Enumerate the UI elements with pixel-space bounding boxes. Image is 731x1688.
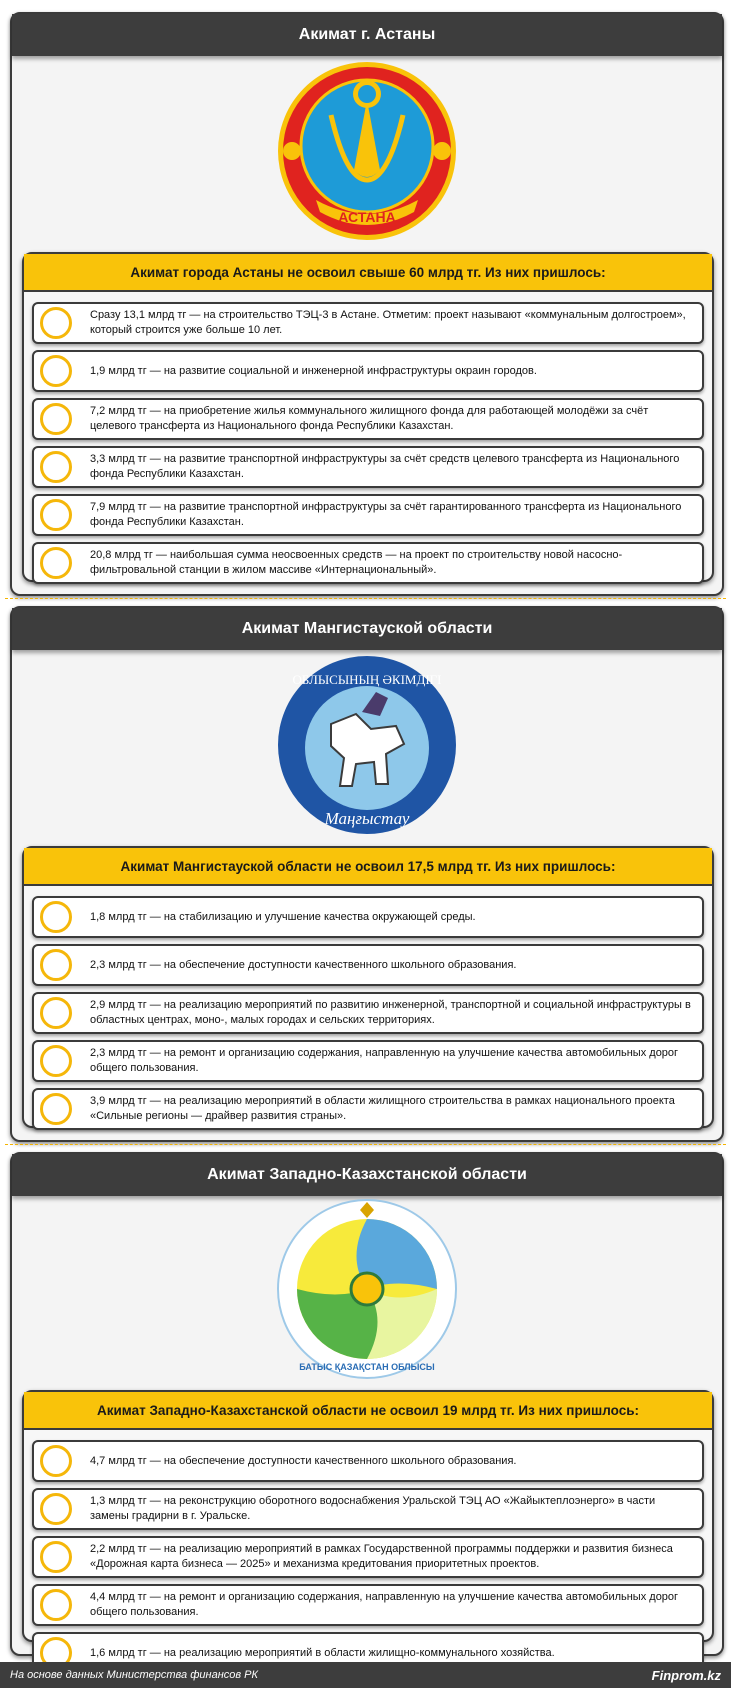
- brand-link[interactable]: Finprom.kz: [651, 1667, 721, 1683]
- list-item: 3,9 млрд тг — на реализацию мероприятий в области жилищного строительства в рамках национального проекта «Сильные регионы — драйвер развития страны».: [32, 1088, 704, 1130]
- section-west-kazakhstan: [10, 1152, 724, 1659]
- list-item: 2,3 млрд тг — на ремонт и организацию содержания, направленную на улучшение качества автомобильных дорог общего пользования.: [32, 1040, 704, 1082]
- list-item: 2,2 млрд тг — на реализацию мероприятий в рамках Государственной программы поддержки и развития бизнеса «Дорожная карта бизнеса — 2025» и механизма кредитования приоритетных проектов.: [32, 1536, 704, 1578]
- emblem-text-top: ОБЛЫСЫНЫҢ ӘКІМДІГІ: [292, 672, 442, 687]
- bullet-circle-icon: [40, 1093, 72, 1125]
- panel-title: Акимат Западно-Казахстанской области не освоил 19 млрд тг. Из них пришлось:: [24, 1392, 712, 1430]
- section-title: Акимат Мангистауской области: [12, 608, 722, 650]
- emblem-text-bottom: Маңғыстау: [324, 809, 410, 828]
- bullet-circle-icon: [40, 997, 72, 1029]
- bullet-circle-icon: [40, 307, 72, 339]
- panel-title: Акимат Мангистауской области не освоил 17,5 млрд тг. Из них пришлось:: [24, 848, 712, 886]
- list-item: 2,3 млрд тг — на обеспечение доступности качественного школьного образования.: [32, 944, 704, 986]
- list-item: 2,9 млрд тг — на реализацию мероприятий по развитию инженерной, транспортной и социальной инфраструктуры в областных центрах, моно-, малых городах и сельских территориях.: [32, 992, 704, 1034]
- summary-panel: [22, 1390, 714, 1659]
- section-divider: [5, 1144, 726, 1145]
- panel-title: Акимат города Астаны не освоил свыше 60 млрд тг. Из них пришлось:: [24, 254, 712, 292]
- source-note: На основе данных Министерства финансов РК: [10, 1669, 258, 1681]
- bullet-circle-icon: [40, 355, 72, 387]
- section-divider: [5, 598, 726, 599]
- footer: [0, 1662, 731, 1688]
- astana-emblem: [276, 60, 458, 242]
- list-item: 1,9 млрд тг — на развитие социальной и инженерной инфраструктуры окраин городов.: [32, 350, 704, 392]
- list-item: 1,3 млрд тг — на реконструкцию оборотного водоснабжения Уральской ТЭЦ АО «Жайыктеплоэнерго» в части замены градирни в г. Уральске.: [32, 1488, 704, 1530]
- list-item: 3,3 млрд тг — на развитие транспортной инфраструктуры за счёт средств целевого трансферта из Национального фонда Республики Казахстан.: [32, 446, 704, 488]
- summary-panel: [22, 846, 714, 1128]
- list-item: 1,6 млрд тг — на реализацию мероприятий в области жилищно-коммунального хозяйства.: [32, 1632, 704, 1674]
- bullet-circle-icon: [40, 1445, 72, 1477]
- list-item: Сразу 13,1 млрд тг — на строительство ТЭЦ-3 в Астане. Отметим: проект называют «коммунальным долгостроем», который строится уже больше 10 лет.: [32, 302, 704, 344]
- bullet-circle-icon: [40, 1045, 72, 1077]
- list-item: 7,9 млрд тг — на развитие транспортной инфраструктуры за счёт гарантированного трансферта из Национального фонда Республики Казахстан.: [32, 494, 704, 536]
- bullet-circle-icon: [40, 403, 72, 435]
- mangystau-emblem: [276, 654, 458, 836]
- section-title: Акимат г. Астаны: [12, 14, 722, 56]
- list-item: 7,2 млрд тг — на приобретение жилья коммунального жилищного фонда для работающей молодёжи за счёт целевого трансферта из Национального фонда Республики Казахстан.: [32, 398, 704, 440]
- list-item: 4,7 млрд тг — на обеспечение доступности качественного школьного образования.: [32, 1440, 704, 1482]
- bullet-circle-icon: [40, 1493, 72, 1525]
- bullet-circle-icon: [40, 949, 72, 981]
- summary-panel: [22, 252, 714, 582]
- list-item: 4,4 млрд тг — на ремонт и организацию содержания, направленную на улучшение качества автомобильных дорог общего пользования.: [32, 1584, 704, 1626]
- emblem-text: АСТАНА: [338, 209, 396, 225]
- bullet-circle-icon: [40, 499, 72, 531]
- emblem-text: БАТЫС ҚАЗАҚСТАН ОБЛЫСЫ: [299, 1362, 435, 1372]
- west-kazakhstan-emblem: [276, 1198, 458, 1380]
- section-mangystau: [10, 606, 724, 1142]
- bullet-circle-icon: [40, 547, 72, 579]
- list-item: 1,8 млрд тг — на стабилизацию и улучшение качества окружающей среды.: [32, 896, 704, 938]
- bullet-circle-icon: [40, 1541, 72, 1573]
- section-astana: [10, 12, 724, 596]
- section-title: Акимат Западно-Казахстанской области: [12, 1154, 722, 1196]
- bullet-circle-icon: [40, 451, 72, 483]
- bullet-circle-icon: [40, 901, 72, 933]
- list-item: 20,8 млрд тг — наибольшая сумма неосвоенных средств — на проект по строительству новой насосно-фильтровальной станции в жилом массиве «Интернациональный».: [32, 542, 704, 584]
- bullet-circle-icon: [40, 1589, 72, 1621]
